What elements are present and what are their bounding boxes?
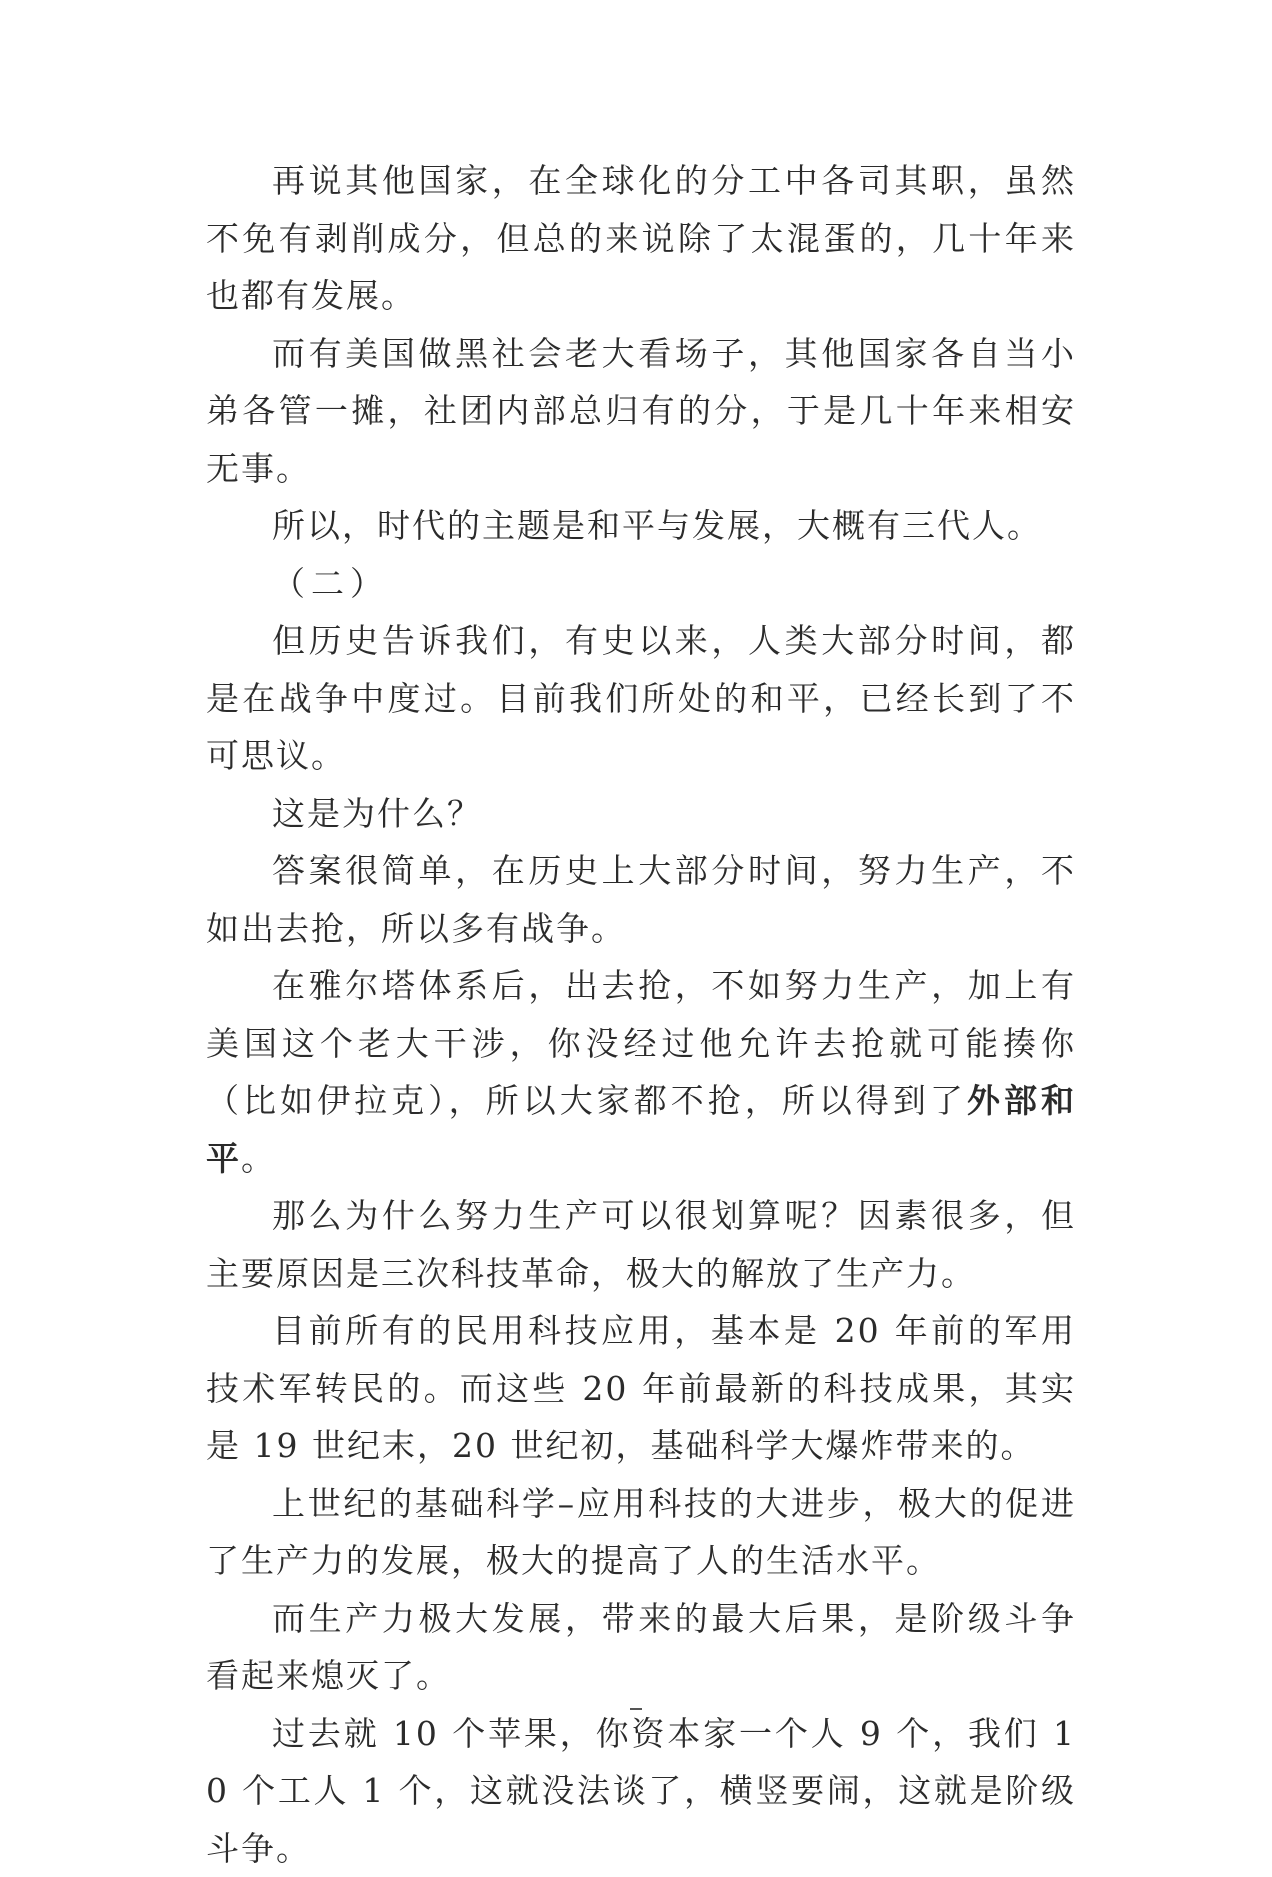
page-footer-mark — [630, 1708, 642, 1710]
paragraph-7-bold-text: 外部和平 — [206, 1081, 1076, 1178]
section-heading: （二） — [206, 555, 1076, 613]
paragraph-6: 答案很简单，在历史上大部分时间，努力生产，不如出去抢，所以多有战争。 — [206, 842, 1076, 957]
paragraph-11: 而生产力极大发展，带来的最大后果，是阶级斗争看起来熄灭了。 — [206, 1590, 1076, 1705]
paragraph-7-end: 。 — [241, 1139, 276, 1178]
paragraph-3: 所以，时代的主题是和平与发展，大概有三代人。 — [206, 497, 1076, 555]
paragraph-7 — [206, 957, 1076, 1187]
paragraph-7-text: 在雅尔塔体系后，出去抢，不如努力生产，加上有美国这个老大干涉，你没经过他允许去抢就可能揍你（比如伊拉克），所以大家都不抢，所以得到了 — [206, 966, 1076, 1120]
paragraph-10: 上世纪的基础科学–应用科技的大进步，极大的促进了生产力的发展，极大的提高了人的生活水平。 — [206, 1475, 1076, 1590]
paragraph-4: 但历史告诉我们，有史以来，人类大部分时间，都是在战争中度过。目前我们所处的和平，已经长到了不可思议。 — [206, 612, 1076, 785]
body-text — [206, 152, 1076, 1877]
paragraph-9: 目前所有的民用科技应用，基本是 20 年前的军用技术军转民的。而这些 20 年前最新的科技成果，其实是 19 世纪末，20 世纪初，基础科学大爆炸带来的。 — [206, 1302, 1076, 1475]
paragraph-8: 那么为什么努力生产可以很划算呢？因素很多，但主要原因是三次科技革命，极大的解放了生产力。 — [206, 1187, 1076, 1302]
paragraph-1: 再说其他国家，在全球化的分工中各司其职，虽然不免有剥削成分，但总的来说除了太混蛋的，几十年来也都有发展。 — [206, 152, 1076, 325]
paragraph-2: 而有美国做黑社会老大看场子，其他国家各自当小弟各管一摊，社团内部总归有的分，于是几十年来相安无事。 — [206, 325, 1076, 498]
paragraph-12: 过去就 10 个苹果，你资本家一个人 9 个，我们 10 个工人 1 个，这就没法谈了，横竖要闹，这就是阶级斗争。 — [206, 1705, 1076, 1877]
paragraph-5: 这是为什么？ — [206, 785, 1076, 843]
